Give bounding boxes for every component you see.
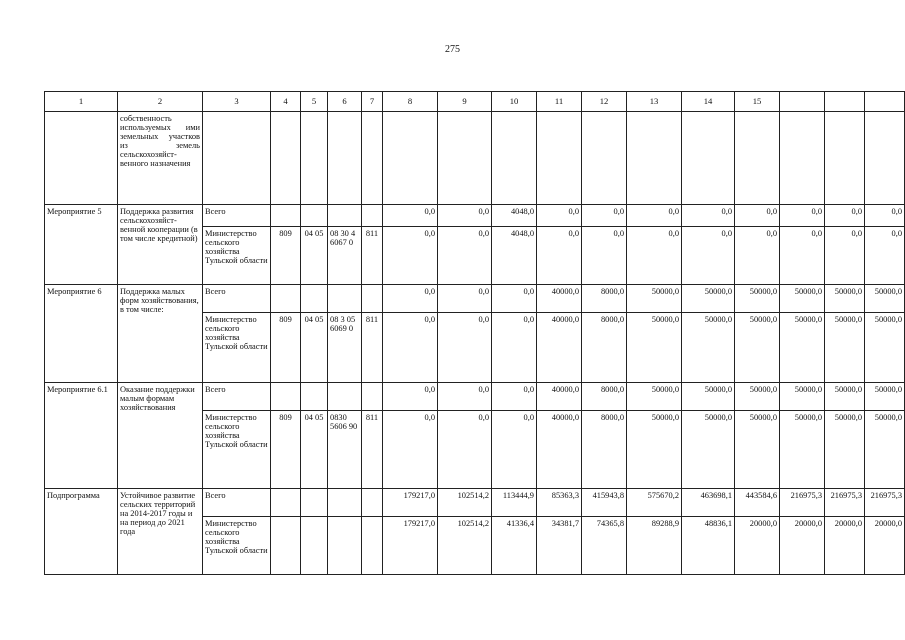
table-row [45, 285, 905, 313]
col-header: 14 [682, 92, 735, 112]
row-description: Устойчивое развитие сельских территорий на 2014-2017 годы и на период до 2021 года [118, 489, 203, 575]
value-cell: 50000,0 [735, 383, 780, 411]
code-cell [328, 489, 362, 517]
value-cell: 0,0 [780, 205, 825, 227]
value-cell: 50000,0 [682, 411, 735, 489]
value-cell: 0,0 [438, 313, 492, 383]
value-cell: 0,0 [537, 227, 582, 285]
value-cell: 0,0 [627, 227, 682, 285]
value-cell: 0,0 [492, 411, 537, 489]
value-cell: 0,0 [438, 227, 492, 285]
value-cell: 8000,0 [582, 411, 627, 489]
code-cell: 08 3 05 6069 0 [328, 313, 362, 383]
value-cell: 20000,0 [735, 517, 780, 575]
table-row [45, 383, 905, 411]
value-cell: 0,0 [492, 313, 537, 383]
value-cell: 50000,0 [735, 285, 780, 313]
value-cell: 20000,0 [780, 517, 825, 575]
code-cell [301, 489, 328, 517]
code-cell [271, 383, 301, 411]
value-cell: 463698,1 [682, 489, 735, 517]
col-header [865, 92, 905, 112]
table-row [45, 205, 905, 227]
value-cell: 0,0 [780, 227, 825, 285]
value-cell: 0,0 [627, 205, 682, 227]
col-header: 3 [203, 92, 271, 112]
value-cell: 50000,0 [780, 411, 825, 489]
value-cell: 216975,3 [865, 489, 905, 517]
executor-cell: Министерство сельского хозяйства Тульской области [203, 411, 271, 489]
col-header [825, 92, 865, 112]
value-cell: 50000,0 [865, 313, 905, 383]
code-cell: 809 [271, 227, 301, 285]
executor-cell: Министерство сельского хозяйства Тульской области [203, 313, 271, 383]
executor-cell: Всего [203, 489, 271, 517]
value-cell: 0,0 [682, 205, 735, 227]
value-cell: 50000,0 [735, 411, 780, 489]
value-cell: 50000,0 [780, 285, 825, 313]
code-cell [328, 285, 362, 313]
col-header: 12 [582, 92, 627, 112]
value-cell: 0,0 [682, 227, 735, 285]
value-cell: 113444,9 [492, 489, 537, 517]
row-label: Подпрограмма [45, 489, 118, 575]
continuation-row [45, 112, 905, 205]
executor-cell: Всего [203, 383, 271, 411]
value-cell: 0,0 [582, 205, 627, 227]
code-cell: 811 [362, 411, 383, 489]
value-cell: 0,0 [438, 205, 492, 227]
value-cell: 50000,0 [865, 383, 905, 411]
value-cell: 50000,0 [627, 411, 682, 489]
value-cell: 0,0 [825, 205, 865, 227]
code-cell [271, 205, 301, 227]
code-cell [362, 285, 383, 313]
value-cell: 50000,0 [825, 285, 865, 313]
value-cell: 50000,0 [825, 313, 865, 383]
value-cell: 0,0 [383, 313, 438, 383]
code-cell [271, 517, 301, 575]
value-cell: 443584,6 [735, 489, 780, 517]
value-cell: 216975,3 [780, 489, 825, 517]
code-cell: 08 30 4 6067 0 [328, 227, 362, 285]
code-cell [362, 489, 383, 517]
code-cell [271, 285, 301, 313]
value-cell: 0,0 [865, 227, 905, 285]
code-cell: 809 [271, 313, 301, 383]
code-cell: 811 [362, 227, 383, 285]
col-header: 9 [438, 92, 492, 112]
value-cell: 40000,0 [537, 411, 582, 489]
value-cell: 179217,0 [383, 517, 438, 575]
col-header [780, 92, 825, 112]
continuation-text: собственность используемых ими земельных участков из земель сельскохозяйст-венного назначения [118, 112, 203, 205]
value-cell: 50000,0 [865, 285, 905, 313]
value-cell: 575670,2 [627, 489, 682, 517]
value-cell: 0,0 [865, 205, 905, 227]
col-header: 6 [328, 92, 362, 112]
col-header: 15 [735, 92, 780, 112]
code-cell: 0830 5606 90 [328, 411, 362, 489]
value-cell: 0,0 [383, 205, 438, 227]
value-cell: 0,0 [438, 285, 492, 313]
value-cell: 0,0 [537, 205, 582, 227]
value-cell: 8000,0 [582, 285, 627, 313]
code-cell: 04 05 [301, 227, 328, 285]
executor-cell: Министерство сельского хозяйства Тульской области [203, 517, 271, 575]
row-description: Оказание поддержки малым формам хозяйствования [118, 383, 203, 489]
code-cell [328, 205, 362, 227]
value-cell: 0,0 [825, 227, 865, 285]
value-cell: 0,0 [492, 383, 537, 411]
value-cell: 50000,0 [627, 313, 682, 383]
row-description: Поддержка малых форм хозяйствования, в том числе: [118, 285, 203, 383]
code-cell [301, 285, 328, 313]
value-cell: 0,0 [438, 383, 492, 411]
value-cell: 415943,8 [582, 489, 627, 517]
value-cell: 50000,0 [780, 313, 825, 383]
page-number: 275 [445, 44, 460, 55]
value-cell: 50000,0 [682, 383, 735, 411]
value-cell: 50000,0 [825, 411, 865, 489]
code-cell [362, 517, 383, 575]
value-cell: 40000,0 [537, 285, 582, 313]
row-description: Поддержка развития сельскохозяйст-венной кооперации (в том числе кредитной) [118, 205, 203, 285]
value-cell: 50000,0 [627, 383, 682, 411]
code-cell [328, 517, 362, 575]
code-cell [328, 383, 362, 411]
code-cell: 04 05 [301, 313, 328, 383]
value-cell: 0,0 [492, 285, 537, 313]
header-row [45, 92, 905, 112]
code-cell [362, 383, 383, 411]
value-cell: 0,0 [582, 227, 627, 285]
code-cell [301, 383, 328, 411]
col-header: 13 [627, 92, 682, 112]
value-cell: 50000,0 [627, 285, 682, 313]
col-header: 10 [492, 92, 537, 112]
value-cell: 0,0 [383, 411, 438, 489]
code-cell [362, 205, 383, 227]
value-cell: 8000,0 [582, 383, 627, 411]
col-header: 7 [362, 92, 383, 112]
code-cell [271, 489, 301, 517]
value-cell: 50000,0 [825, 383, 865, 411]
code-cell: 811 [362, 313, 383, 383]
value-cell: 0,0 [383, 227, 438, 285]
row-label: Мероприятие 5 [45, 205, 118, 285]
value-cell: 102514,2 [438, 489, 492, 517]
value-cell: 89288,9 [627, 517, 682, 575]
value-cell: 216975,3 [825, 489, 865, 517]
value-cell: 41336,4 [492, 517, 537, 575]
value-cell: 4048,0 [492, 227, 537, 285]
col-header: 11 [537, 92, 582, 112]
value-cell: 50000,0 [865, 411, 905, 489]
value-cell: 0,0 [735, 205, 780, 227]
col-header: 8 [383, 92, 438, 112]
executor-cell: Министерство сельского хозяйства Тульской области [203, 227, 271, 285]
col-header: 4 [271, 92, 301, 112]
row-label: Мероприятие 6.1 [45, 383, 118, 489]
value-cell: 8000,0 [582, 313, 627, 383]
table-row [45, 489, 905, 517]
value-cell: 50000,0 [682, 285, 735, 313]
col-header: 2 [118, 92, 203, 112]
value-cell: 34381,7 [537, 517, 582, 575]
value-cell: 74365,8 [582, 517, 627, 575]
value-cell: 102514,2 [438, 517, 492, 575]
value-cell: 85363,3 [537, 489, 582, 517]
col-header: 5 [301, 92, 328, 112]
value-cell: 50000,0 [780, 383, 825, 411]
value-cell: 0,0 [383, 383, 438, 411]
value-cell: 20000,0 [865, 517, 905, 575]
value-cell: 40000,0 [537, 383, 582, 411]
value-cell: 0,0 [438, 411, 492, 489]
value-cell: 20000,0 [825, 517, 865, 575]
code-cell [301, 205, 328, 227]
value-cell: 50000,0 [682, 313, 735, 383]
budget-table [44, 91, 905, 575]
value-cell: 0,0 [383, 285, 438, 313]
row-label: Мероприятие 6 [45, 285, 118, 383]
code-cell [301, 517, 328, 575]
code-cell: 04 05 [301, 411, 328, 489]
executor-cell: Всего [203, 205, 271, 227]
value-cell: 48836,1 [682, 517, 735, 575]
value-cell: 50000,0 [735, 313, 780, 383]
code-cell: 809 [271, 411, 301, 489]
value-cell: 4048,0 [492, 205, 537, 227]
value-cell: 0,0 [735, 227, 780, 285]
value-cell: 40000,0 [537, 313, 582, 383]
executor-cell: Всего [203, 285, 271, 313]
col-header: 1 [45, 92, 118, 112]
value-cell: 179217,0 [383, 489, 438, 517]
